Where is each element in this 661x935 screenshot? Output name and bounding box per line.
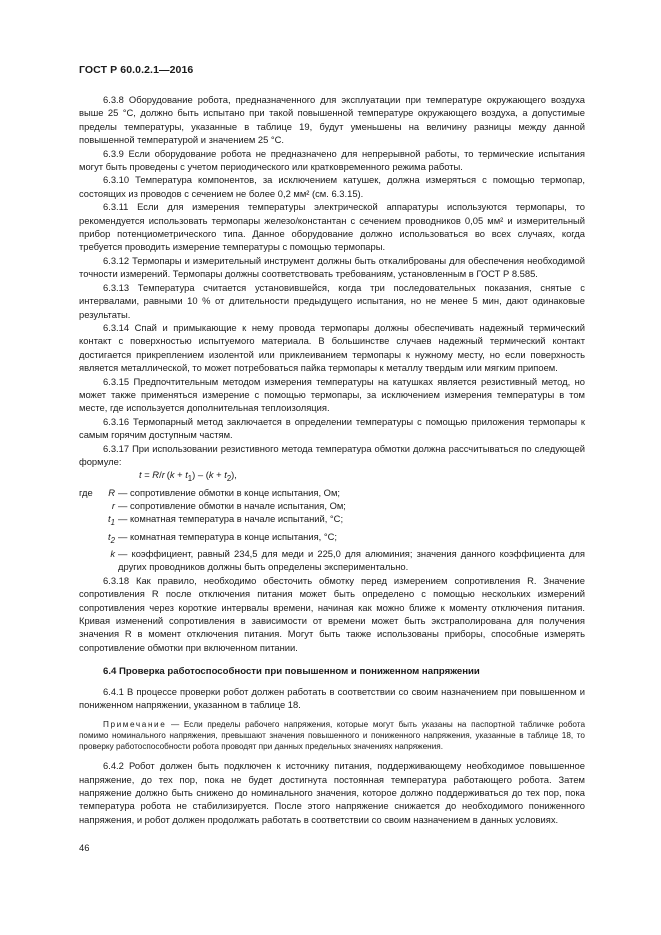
page-number: 46	[79, 842, 90, 853]
document-body	[79, 93, 585, 826]
definition-text: — коэффициент, равный 234,5 для меди и 225,0 для алюминия; значения данного коэффициента для других проводников должны быть определены экспериментально.	[118, 548, 585, 573]
definition-row	[79, 499, 585, 512]
paragraph: 6.3.10 Температура компонентов, за исключением катушек, должна измеряться с помощью термопар, состоящих из проводов с сечением не более 0,2 мм² (см. 6.3.15).	[79, 174, 585, 199]
definition-symbol: k	[110, 548, 115, 560]
paragraph: 6.3.14 Спай и примыкающие к нему провода термопары должны обеспечивать надежный термический контакт с поверхностью испытуемого материала. В большинстве случаев надежный термический контакт достигается прикреплением изолентой или приклеиванием термопары к нужному месту, но если поверхность является металлической, то может потребоваться пайка термопары к металлу твердым или мягким припоем.	[79, 321, 585, 374]
note	[79, 719, 585, 753]
definition-lead	[79, 512, 103, 529]
definition-symbol: r	[111, 500, 115, 512]
definition-text: — сопротивление обмотки в начале испытания, Ом;	[118, 500, 346, 512]
formula-definitions	[79, 486, 585, 574]
definition-row	[79, 530, 585, 547]
note-label: Примечание	[103, 719, 167, 729]
paragraph: 6.3.12 Термопары и измерительный инструмент должны быть откалиброваны для обеспечения необходимой точности измерений. Термопары должны соответствовать требованиям, установленным в ГОСТ Р 8.585.	[79, 254, 585, 280]
paragraph: 6.3.11 Если для измерения температуры электрической аппаратуры используются термопары, то рекомендуется использовать термопары железо/константан с сечением проводников 0,05 мм² и измерительный прибор потенциометрического типа. Данное оборудование должно использоваться во всех случаях, когда требуется проводить измерение температуры с помощью термопары.	[79, 201, 585, 253]
definition-text: — комнатная температура в конце испытания, °С;	[118, 530, 338, 542]
document-header: ГОСТ Р 60.0.2.1—2016	[79, 64, 194, 76]
definition-symbol: R	[108, 486, 115, 498]
paragraph-group-6-3	[79, 93, 585, 468]
definition-symbol: $t_2$	[108, 530, 115, 545]
definition-lead	[79, 499, 103, 512]
note-text: — Если пределы рабочего напряжения, которые могут быть указаны на паспортной табличке робота помимо номинального напряжения, превышают значения повышенного и пониженного напряжения, указанные в таблице 18, то проверку работоспособности робота проводят при данных предельных значениях напряжения.	[79, 719, 585, 751]
definition-row	[79, 547, 585, 574]
paragraph: 6.3.15 Предпочтительным методом измерения температуры на катушках является резистивный метод, но может также применяться измерение с помощью термопары, за исключением измерения температуры в том месте, где используется дополнительная теплоизоляция.	[79, 375, 585, 414]
paragraph: 6.3.17 При использовании резистивного метода температура обмотки должна рассчитываться по следующей формуле:	[79, 442, 585, 467]
paragraph: 6.3.9 Если оборудование робота не предназначено для непрерывной работы, то термические испытания могут быть проведены с учетом периодического или кратковременного режима работы.	[79, 147, 585, 173]
definition-text: — сопротивление обмотки в конце испытания, Ом;	[118, 486, 341, 498]
section-title: 6.4 Проверка работоспособности при повышенном и пониженном напряжении	[103, 666, 480, 678]
formula: t = R/r $(k + t_1) - (k + t_2)$,	[139, 469, 237, 484]
paragraph: 6.3.16 Термопарный метод заключается в определении температуры с помощью приложения термопары к самым горячим доступным частям.	[79, 415, 585, 441]
definition-lead	[79, 530, 103, 547]
definition-row	[79, 512, 585, 529]
paragraph-6-3-18: 6.3.18 Как правило, необходимо обесточить обмотку перед измерением сопротивления R. Значение сопротивления R после отключения питания может быть определено с помощью нескольких измерений сопротивления через короткие интервалы времени, начиная как можно ближе к моменту отключения питания. Кривая изменений сопротивления в зависимости от времени может быть экстраполирована для получения значения R в момент отключения питания. Могут быть также использованы приборы, способные измерять сопротивление обмотки при включенном питании.	[79, 574, 585, 653]
paragraph-6-4-1: 6.4.1 В процессе проверки робот должен работать в соответствии со своим назначением при повышенном и пониженном напряжении, указанном в таблице 18.	[79, 685, 585, 711]
paragraph: 6.3.8 Оборудование робота, предназначенного для эксплуатации при температуре окружающего воздуха выше 25 °С, должно быть испытано при такой повышенной температуре окружающего воздуха, а допустимые пределы температуры, указанные в таблице 19, будут уменьшены на величину разницы между данной повышенной температурой и значением 25 °С.	[79, 94, 585, 146]
definition-lead: где	[79, 486, 93, 498]
definition-lead	[79, 547, 103, 574]
paragraph-6-4-2: 6.4.2 Робот должен быть подключен к источнику питания, поддерживающему необходимое повышенное напряжение, до тех пор, пока не будет достигнута постоянная температура работающего робота. Затем напряжение должно быть снижено до номинального значения, которое должно поддерживаться до тех пор, пока температура робота не стабилизируется. После этого напряжение снижается до необходимого пониженного напряжения, и робот должен продолжать работать в соответствии со своим назначением в данных условиях.	[79, 760, 585, 825]
definition-text: — комнатная температура в начале испытаний, °С;	[118, 513, 344, 525]
definition-symbol: $t_1$	[108, 513, 115, 528]
paragraph: 6.3.13 Температура считается установившейся, когда три последовательных показания, снятые с интервалами, равными 10 % от длительности предыдущего испытания, но не менее 5 мин, дают одинаковые результаты.	[79, 281, 585, 320]
definition-row	[79, 486, 585, 499]
